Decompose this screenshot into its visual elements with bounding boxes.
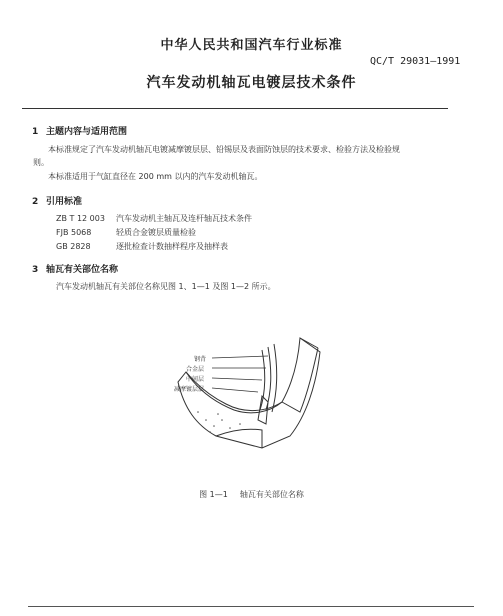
section-1-para-2: 本标准适用于气缸直径在 200 mm 以内的汽车发动机轴瓦。 — [48, 172, 263, 181]
leader-line — [212, 388, 258, 392]
figure-caption-text: 轴瓦有关部位名称 — [239, 490, 304, 499]
reference-code: ZB T 12 003 — [56, 214, 105, 223]
figure-caption — [0, 489, 503, 500]
reference-code: FJB 5068 — [56, 228, 92, 237]
section-3-title: 轴瓦有关部位名称 — [46, 265, 119, 275]
shell-bottom-face — [216, 429, 262, 448]
leader-line — [212, 378, 262, 380]
section-1-number: 1 — [32, 127, 39, 137]
section-1-para-1-line-1: 本标准规定了汽车发动机轴瓦电镀减摩镀层层、铅锡层及表面防蚀层的技术要求、检验方法及检验规 — [48, 145, 400, 154]
reference-title: 轻质合金镀层质量检验 — [116, 228, 196, 237]
standard-number: QC/T 29031—1991 — [370, 56, 461, 67]
shell-back-edge — [282, 348, 318, 412]
figure-label: 减摩镀层层 — [174, 386, 205, 393]
figure-label: 合金层 — [186, 366, 205, 373]
standard-header: 中华人民共和国汽车行业标准 — [160, 38, 343, 53]
section-2-title: 引用标准 — [46, 197, 83, 207]
reference-title: 逐批检查计数抽样程序及抽样表 — [116, 242, 228, 251]
section-1-para-1-line-2: 则。 — [33, 158, 49, 167]
section-2-number: 2 — [32, 197, 39, 207]
layer-band — [272, 344, 277, 412]
section-1-title: 主题内容与适用范围 — [46, 127, 128, 137]
figure-label: 中间层 — [186, 376, 205, 383]
reference-title: 汽车发动机主轴瓦及连杆轴瓦技术条件 — [116, 214, 252, 223]
section-3-number: 3 — [32, 265, 39, 275]
figure-label: 钢背 — [194, 356, 207, 363]
footer-divider — [28, 606, 474, 607]
section-3-para: 汽车发动机轴瓦有关部位名称见图 1、1—1 及图 1—2 所示。 — [56, 282, 276, 291]
shell-top-edge — [300, 338, 318, 348]
document-title: 汽车发动机轴瓦电镀层技术条件 — [146, 75, 357, 91]
reference-code: GB 2828 — [56, 242, 91, 251]
figure-caption-number: 图 1—1 — [199, 490, 228, 499]
leader-line — [212, 356, 268, 358]
